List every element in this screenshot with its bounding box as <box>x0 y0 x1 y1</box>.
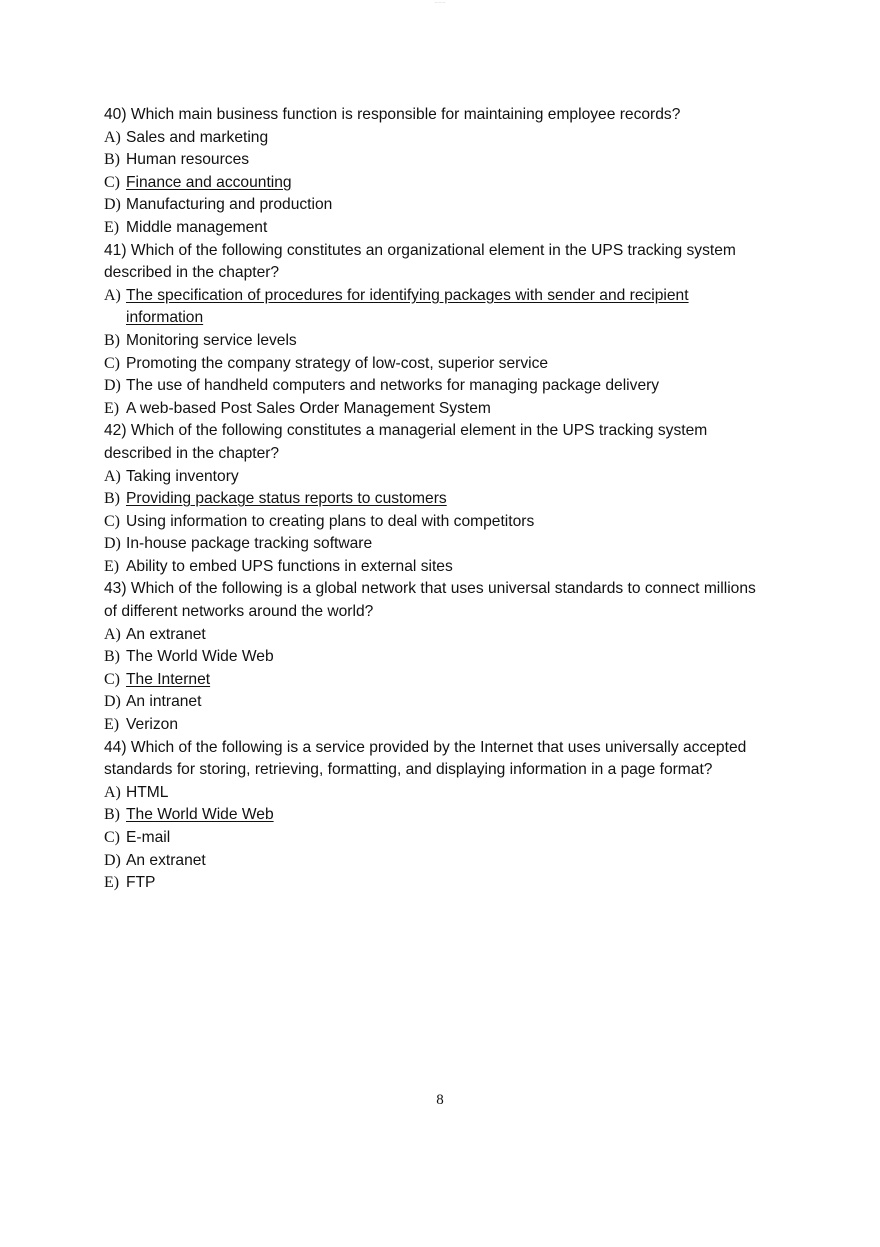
question-list <box>104 104 794 895</box>
option-a <box>104 782 794 805</box>
option-text: Monitoring service levels <box>126 331 297 349</box>
option-text: FTP <box>126 874 156 892</box>
option-letter: C) <box>104 354 120 372</box>
option-a <box>104 466 794 489</box>
option-b <box>104 804 794 827</box>
option-c <box>104 353 794 376</box>
page-number: 8 <box>436 1092 444 1108</box>
option-letter: E) <box>104 399 120 417</box>
question-prompt-continued: of different networks around the world? <box>104 603 374 621</box>
question-prompt-continued: standards for storing, retrieving, formatting, and displaying information in a page format? <box>104 761 713 779</box>
option-letter: D) <box>104 851 121 869</box>
option-letter: A) <box>104 783 121 801</box>
correct-answer-text: The World Wide Web <box>126 806 274 824</box>
option-text: E-mail <box>126 829 171 846</box>
option-d <box>104 375 794 398</box>
option-letter: E) <box>104 874 120 892</box>
option-text: Sales and marketing <box>126 128 269 146</box>
option-letter: A) <box>104 467 121 485</box>
question-44 <box>104 737 794 895</box>
option-a <box>104 127 794 150</box>
option-letter: B) <box>104 806 120 824</box>
option-letter: C) <box>104 512 120 530</box>
option-e <box>104 872 794 895</box>
option-letter: A) <box>104 128 121 146</box>
option-d <box>104 533 794 556</box>
question-prompt: 43) Which of the following is a global network that uses universal standards to connect millions <box>104 580 756 598</box>
question-prompt: 41) Which of the following constitutes an organizational element in the UPS tracking system <box>104 241 736 259</box>
option-text: Ability to embed UPS functions in external sites <box>126 557 453 575</box>
option-c <box>104 511 794 534</box>
option-letter: C) <box>104 173 120 191</box>
correct-answer-text: Providing package status reports to customers <box>126 490 447 508</box>
option-text: Promoting the company strategy of low-cost, superior service <box>126 354 549 372</box>
option-a <box>104 624 794 647</box>
option-text: Using information to creating plans to deal with competitors <box>126 512 535 530</box>
option-letter: C) <box>104 670 120 688</box>
option-b <box>104 488 794 511</box>
header-mark: — — — <box>434 0 446 4</box>
option-letter: E) <box>104 716 120 734</box>
option-e <box>104 714 794 737</box>
option-b <box>104 330 794 353</box>
option-text: Human resources <box>126 151 250 169</box>
option-letter: E) <box>104 218 120 236</box>
option-text: Manufacturing and production <box>126 196 333 214</box>
option-b <box>104 149 794 172</box>
correct-answer-text: The specification of procedures for identifying packages with sender and recipient <box>126 286 689 304</box>
option-text: HTML <box>126 783 169 801</box>
question-42 <box>104 420 794 578</box>
option-text: The use of handheld computers and networks for managing package delivery <box>126 377 660 395</box>
option-letter: B) <box>104 490 120 508</box>
option-text: The World Wide Web <box>126 648 274 666</box>
option-letter: A) <box>104 625 121 643</box>
option-letter: D) <box>104 535 121 553</box>
option-e <box>104 217 794 240</box>
option-text: An extranet <box>126 625 206 643</box>
question-40 <box>104 104 794 240</box>
option-e <box>104 398 794 421</box>
option-c <box>104 669 794 692</box>
option-a <box>104 285 794 308</box>
option-c <box>104 827 794 850</box>
option-text: An extranet <box>126 851 206 869</box>
option-letter: C) <box>104 829 120 846</box>
option-text: Verizon <box>126 716 179 734</box>
option-letter: A) <box>104 286 121 304</box>
option-text: Middle management <box>126 218 268 236</box>
correct-answer-text-continued: information <box>126 309 204 327</box>
option-letter: D) <box>104 196 121 214</box>
correct-answer-text: The Internet <box>126 670 211 688</box>
option-text: An intranet <box>126 693 202 711</box>
question-prompt: 44) Which of the following is a service provided by the Internet that uses universally accepted <box>104 738 747 756</box>
option-a-continued <box>104 307 794 330</box>
option-d <box>104 691 794 714</box>
option-b <box>104 646 794 669</box>
option-text: A web-based Post Sales Order Management System <box>126 399 491 417</box>
option-text: In-house package tracking software <box>126 535 373 553</box>
option-letter: D) <box>104 377 121 395</box>
option-letter: D) <box>104 693 121 711</box>
option-e <box>104 556 794 579</box>
option-text: Taking inventory <box>126 467 239 485</box>
question-prompt-continued: described in the chapter? <box>104 264 280 282</box>
option-d <box>104 850 794 873</box>
option-letter: B) <box>104 151 120 169</box>
option-letter: E) <box>104 557 120 575</box>
question-41 <box>104 240 794 421</box>
question-prompt-continued: described in the chapter? <box>104 444 280 462</box>
option-letter: B) <box>104 648 120 666</box>
question-prompt: 42) Which of the following constitutes a managerial element in the UPS tracking system <box>104 422 708 440</box>
option-letter: B) <box>104 331 120 349</box>
option-c <box>104 172 794 195</box>
option-d <box>104 194 794 217</box>
correct-answer-text: Finance and accounting <box>126 173 292 191</box>
question-prompt: 40) Which main business function is responsible for maintaining employee records? <box>104 106 681 123</box>
question-43 <box>104 578 794 736</box>
